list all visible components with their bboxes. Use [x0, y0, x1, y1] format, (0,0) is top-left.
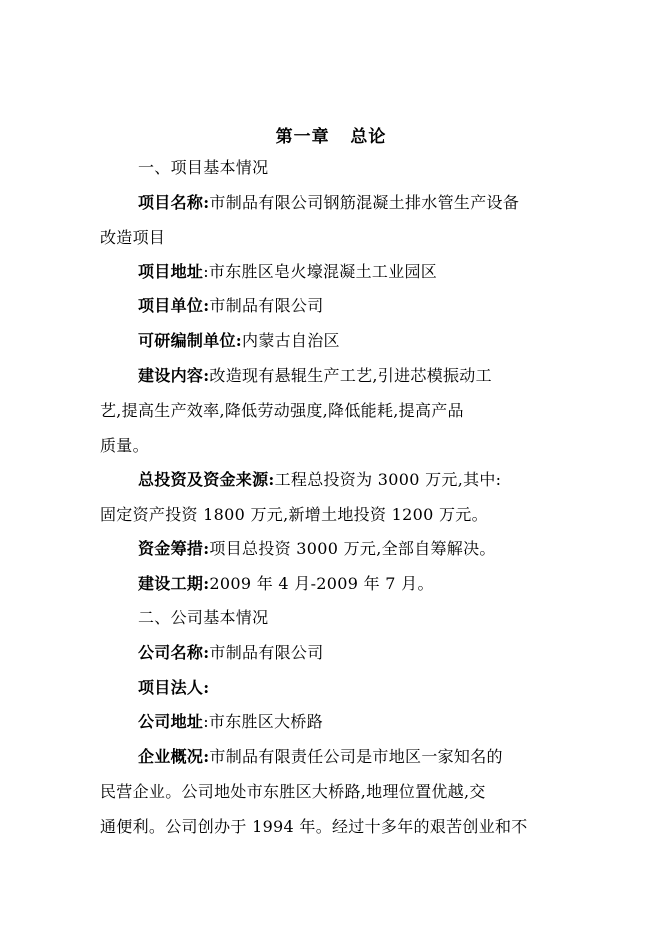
construction-content-line: [138, 366, 568, 386]
study-unit-label: 可研编制单位:: [138, 331, 243, 350]
project-unit-label: 项目单位:: [138, 296, 210, 315]
company-address-line: [138, 712, 568, 732]
funding-label: 资金筹措:: [138, 539, 210, 558]
company-name-value: 市制品有限公司: [209, 643, 324, 662]
investment-continuation: 固定资产投资 1800 万元,新增土地投资 1200 万元。: [100, 505, 488, 524]
project-address-label: 项目地址: [138, 262, 204, 281]
project-unit-line: [138, 296, 568, 316]
legal-person-label: 项目法人:: [138, 678, 210, 697]
section-heading-company-basic: 二、公司基本情况: [138, 608, 269, 627]
project-name-line: [138, 193, 568, 213]
project-name-continuation: 改造项目: [100, 228, 166, 247]
study-unit-value: 内蒙古自治区: [242, 331, 340, 350]
construction-period-value: 2009 年 4 月-2009 年 7 月。: [209, 574, 434, 593]
investment-value: 工程总投资为 3000 万元,其中:: [274, 470, 502, 489]
section-heading-project-basic: 一、项目基本情况: [138, 158, 269, 177]
chapter-title: 第一章 总论: [275, 127, 387, 147]
company-overview-label: 企业概况:: [138, 747, 210, 766]
legal-person-line: [138, 678, 568, 698]
project-unit-value: 市制品有限公司: [209, 296, 324, 315]
project-name-value: 市制品有限公司钢筋混凝土排水管生产设备: [209, 193, 520, 212]
project-address-value: :市东胜区皂火壕混凝土工业园区: [203, 262, 438, 281]
funding-line: [138, 539, 568, 559]
funding-value: 项目总投资 3000 万元,全部自筹解决。: [209, 539, 496, 558]
company-overview-continuation-2: 通便利。公司创办于 1994 年。经过十多年的艰苦创业和不: [100, 817, 528, 836]
project-address-line: [138, 262, 568, 282]
company-name-label: 公司名称:: [138, 643, 210, 662]
construction-content-label: 建设内容:: [138, 366, 210, 385]
company-overview-line: [138, 747, 568, 767]
company-address-label: 公司地址: [138, 712, 204, 731]
company-name-line: [138, 643, 568, 663]
study-unit-line: [138, 331, 568, 351]
investment-line: [138, 470, 568, 490]
company-address-value: :市东胜区大桥路: [203, 712, 323, 731]
company-overview-value: 市制品有限责任公司是市地区一家知名的: [209, 747, 503, 766]
investment-label: 总投资及资金来源:: [138, 470, 275, 489]
project-name-label: 项目名称:: [138, 193, 210, 212]
construction-content-continuation-1: 艺,提高生产效率,降低劳动强度,降低能耗,提高产品: [100, 401, 464, 420]
construction-content-continuation-2: 质量。: [100, 436, 149, 455]
company-overview-continuation-1: 民营企业。公司地处市东胜区大桥路,地理位置优越,交: [100, 782, 486, 801]
construction-content-value: 改造现有悬辊生产工艺,引进芯模振动工: [209, 366, 492, 385]
construction-period-line: [138, 574, 568, 594]
construction-period-label: 建设工期:: [138, 574, 210, 593]
